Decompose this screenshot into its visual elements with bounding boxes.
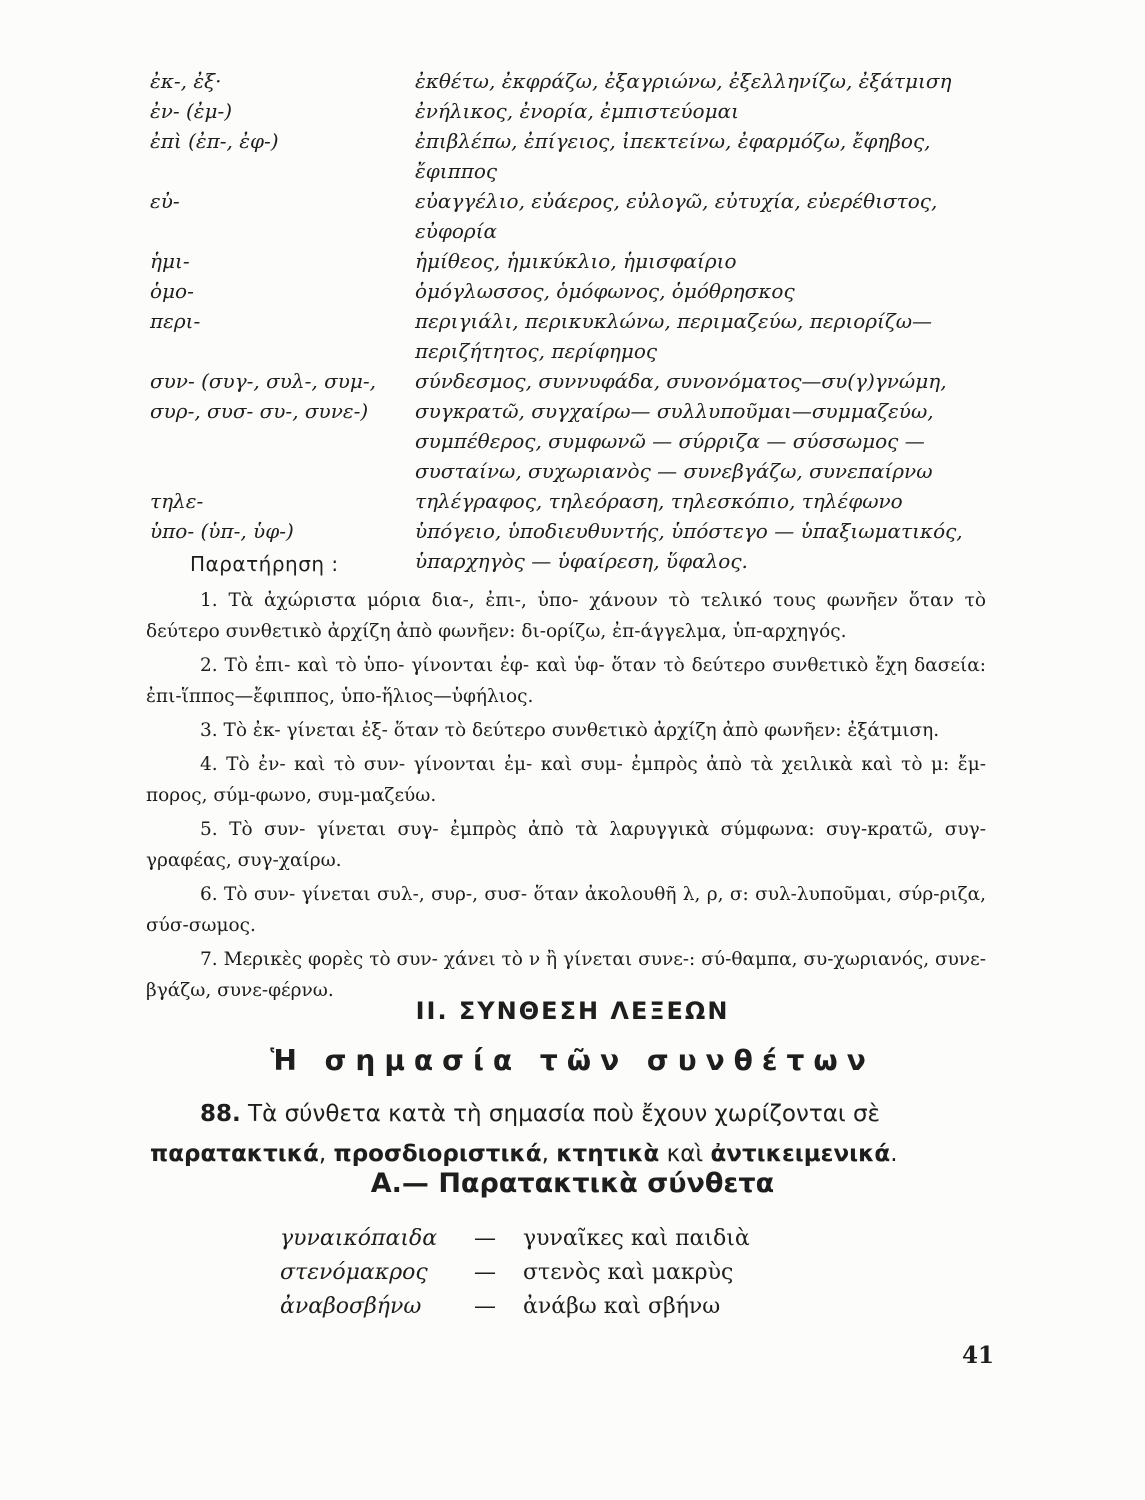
notes-title: Παρατήρηση : — [190, 552, 339, 576]
prefix-examples: περιγιάλι, περικυκλώνω, περιμαζεύω, περιορίζω—περιζήτητος, περίφημος — [415, 309, 933, 363]
prefix-row — [150, 306, 990, 366]
prefix: ἐπὶ (ἐπ-, ἐφ-) — [150, 129, 279, 153]
compound-gloss: στενὸς καὶ μακρὺς — [523, 1260, 734, 1285]
note-number: 3. — [200, 720, 218, 741]
term-objective: ἀντικειμενικά — [710, 1141, 891, 1167]
section-heading: II. ΣΥΝΘΕΣΗ ΛΕΞΕΩΝ — [415, 997, 730, 1025]
paragraph-88 — [150, 1094, 990, 1174]
prefix-examples: ἐκθέτω, ἐκφράζω, ἐξαγριώνω, ἐξελληνίζω, ἐξάτμιση — [415, 69, 952, 93]
note-item — [146, 814, 986, 876]
note-number: 5. — [200, 819, 218, 840]
prefix-examples: ὑπόγειο, ὑποδιευθυντής, ὑπόστεγο — ὑπαξιωματικός, ὑπαρχηγὸς — ὑφαίρεση, ὕφαλος. — [415, 519, 963, 573]
note-text: Τὸ συν- γίνεται συλ-, συρ-, συσ- ὅταν ἀκολουθῆ λ, ρ, σ: συλ-λυποῦμαι, σύρ-ριζα, σύσ-σωμος. — [146, 884, 986, 936]
note-item — [146, 879, 986, 941]
compounds-list — [280, 1222, 840, 1324]
compound-row — [280, 1256, 840, 1290]
notes-list — [146, 585, 986, 1009]
prefix-row — [150, 66, 990, 96]
prefix-row — [150, 486, 990, 516]
prefix: συν- (συγ-, συλ-, συμ-, συρ-, συσ- συ-, συνε-) — [150, 369, 377, 423]
note-number: 4. — [200, 754, 218, 775]
prefix-row — [150, 96, 990, 126]
page-number: 41 — [962, 1342, 995, 1369]
prefix-examples: σύνδεσμος, συννυφάδα, συνονόματος—συ(γ)γνώμη, συγκρατῶ, συγχαίρω— συλλυποῦμαι—συμμαζεύω, συμπέθερος, συμφωνῶ — σύρριζα — σύσσωμος — συσταίνω, συχωριανὸς — συνεβγάζω, συνεπαίρνω — [415, 369, 947, 483]
compound-row — [280, 1290, 840, 1324]
prefix-row — [150, 366, 990, 486]
note-text: Τὸ ἐκ- γίνεται ἐξ- ὅταν τὸ δεύτερο συνθετικὸ ἀρχίζη ἀπὸ φωνῆεν: ἐξάτμιση. — [223, 720, 940, 741]
prefix-row — [150, 186, 990, 246]
section-subheading: Ἡ σημασία τῶν συνθέτων — [270, 1044, 875, 1077]
prefix-row — [150, 126, 990, 186]
prefix: ὑπο- (ὑπ-, ὑφ-) — [150, 519, 294, 543]
note-number: 6. — [200, 884, 218, 905]
compound-term: γυναικόπαιδα — [280, 1226, 438, 1251]
paragraph-number: 88. — [200, 1101, 241, 1127]
note-text: Μερικὲς φορὲς τὸ συν- χάνει τὸ ν ἢ γίνεται συνε-: σύ-θαμπα, συ-χωριανός, συνε-βγάζω, συνε-φέρνω. — [146, 949, 986, 1001]
note-item — [146, 585, 986, 647]
prefix-row — [150, 276, 990, 306]
compound-dash: — — [474, 1226, 496, 1251]
compound-gloss: ἀνάβω καὶ σβήνω — [523, 1294, 721, 1319]
prefix: ὁμο- — [150, 279, 194, 303]
prefix-examples: ἡμίθεος, ἡμικύκλιο, ἡμισφαίριο — [415, 249, 737, 273]
prefix: τηλε- — [150, 489, 204, 513]
prefix: ἡμι- — [150, 249, 190, 273]
term-paratactic: παρατακτικά — [150, 1141, 319, 1167]
prefix: εὐ- — [150, 189, 180, 213]
prefix: ἐν- (ἐμ-) — [150, 99, 233, 123]
compound-term: ἀναβοσβήνω — [280, 1294, 422, 1319]
compound-dash: — — [474, 1294, 496, 1319]
subsection-heading: Α.— Παρατακτικὰ σύνθετα — [370, 1168, 775, 1199]
note-number: 7. — [200, 949, 218, 970]
prefix-row — [150, 246, 990, 276]
term-possessive: κτητικὰ — [556, 1141, 660, 1167]
note-text: Τὸ ἐπι- καὶ τὸ ὑπο- γίνονται ἐφ- καὶ ὑφ- ὅταν τὸ δεύτερο συνθετικὸ ἔχη δασεία: ἐπι-ἵππος—ἔφιππος, ὑπο-ἥλιος—ὑφήλιος. — [146, 655, 986, 707]
compound-term: στενόμακρος — [280, 1260, 428, 1285]
prefix: περι- — [150, 309, 201, 333]
separator: καὶ — [659, 1141, 711, 1167]
paragraph-end: . — [890, 1141, 898, 1167]
note-item — [146, 650, 986, 712]
note-text: Τὸ ἐν- καὶ τὸ συν- γίνονται ἐμ- καὶ συμ- ἐμπρὸς ἀπὸ τὰ χειλικὰ καὶ τὸ μ: ἔμ-πορος, σύμ-φωνο, συμ-μαζεύω. — [146, 754, 986, 806]
note-number: 1. — [200, 590, 218, 611]
prefix-examples: ἐπιβλέπω, ἐπίγειος, ἰπεκτείνω, ἐφαρμόζω, ἔφηβος, ἔφιππος — [415, 129, 931, 183]
compound-row — [280, 1222, 840, 1256]
prefix-examples: τηλέγραφος, τηλεόραση, τηλεσκόπιο, τηλέφωνο — [415, 489, 903, 513]
note-item — [146, 715, 986, 746]
note-number: 2. — [200, 655, 218, 676]
prefix-examples: εὐαγγέλιο, εὐάερος, εὐλογῶ, εὐτυχία, εὐερέθιστος, εὐφορία — [415, 189, 938, 243]
note-text: Τὰ ἀχώριστα μόρια δια-, ἐπι-, ὑπο- χάνουν τὸ τελικό τους φωνῆεν ὅταν τὸ δεύτερο συνθετικὸ ἀρχίζη ἀπὸ φωνῆεν: δι-ορίζω, ἐπ-άγγελμα, ὑπ-αρχηγός. — [146, 590, 986, 642]
separator: , — [541, 1141, 557, 1167]
compound-dash: — — [474, 1260, 496, 1285]
separator: , — [318, 1141, 334, 1167]
term-determinative: προσδιοριστικά — [333, 1141, 542, 1167]
paragraph-text: Τὰ σύνθετα κατὰ τὴ σημασία ποὺ ἔχουν χωρίζονται σὲ — [240, 1101, 880, 1127]
prefix-examples: ἐνήλικος, ἐνορία, ἐμπιστεύομαι — [415, 99, 739, 123]
prefix: ἐκ-, ἐξ· — [150, 69, 222, 93]
note-item — [146, 749, 986, 811]
prefix-examples: ὁμόγλωσσος, ὁμόφωνος, ὁμόθρησκος — [415, 279, 795, 303]
prefix-table — [150, 66, 990, 576]
compound-gloss: γυναῖκες καὶ παιδιὰ — [523, 1226, 750, 1251]
note-text: Τὸ συν- γίνεται συγ- ἐμπρὸς ἀπὸ τὰ λαρυγγικὰ σύμφωνα: συγ-κρατῶ, συγ-γραφέας, συγ-χαίρω. — [146, 819, 986, 871]
